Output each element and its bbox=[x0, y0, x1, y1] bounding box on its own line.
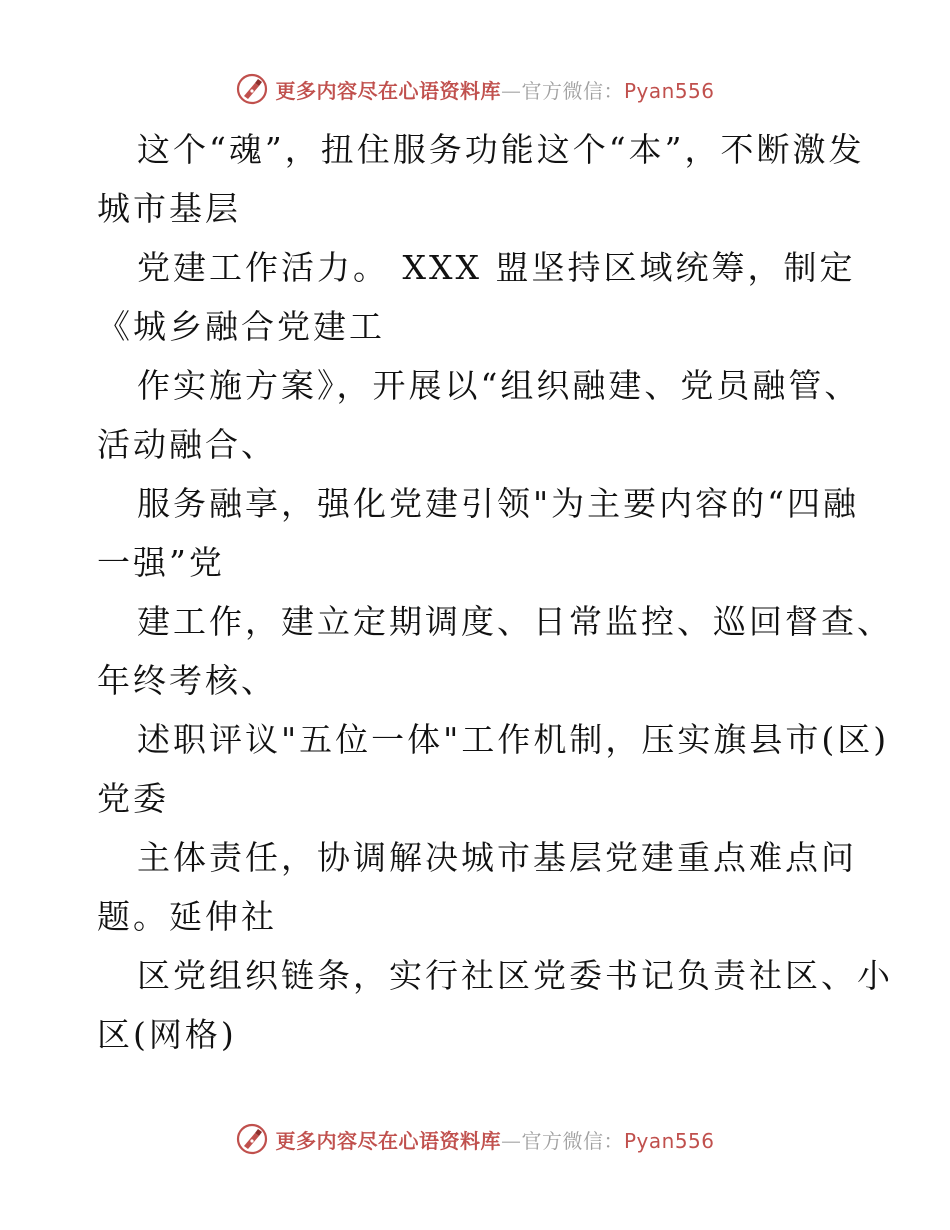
watermark-separator: — bbox=[500, 78, 522, 103]
paragraph-line: 建工作，建立定期调度、日常监控、巡回督查、 bbox=[137, 602, 893, 641]
watermark-brand: 更多内容尽在心语资料库 bbox=[275, 78, 501, 103]
watermark-brand: 更多内容尽在心语资料库 bbox=[275, 1128, 501, 1153]
paragraph-line: 一强”党 bbox=[97, 543, 225, 582]
watermark-wechat-label: 官方微信： bbox=[521, 1128, 624, 1153]
paragraph-line: 党委 bbox=[97, 779, 169, 818]
watermark-text bbox=[275, 1125, 714, 1154]
paragraph-line: 区(网格) bbox=[97, 1015, 237, 1054]
watermark-wechat-id: Pyan556 bbox=[623, 78, 715, 103]
pen-nib-logo-icon bbox=[235, 1122, 269, 1156]
paragraph-line: 《城乡融合党建工 bbox=[97, 307, 385, 346]
paragraph-line: 城市基层 bbox=[97, 189, 241, 228]
paragraph-line: 主体责任，协调解决城市基层党建重点难点问 bbox=[137, 838, 857, 877]
footer-watermark bbox=[0, 1122, 950, 1156]
paragraph-line: 区党组织链条，实行社区党委书记负责社区、小 bbox=[137, 956, 893, 995]
watermark-text bbox=[275, 75, 714, 104]
paragraph-line: 这个“魂”，扭住服务功能这个“本”，不断激发 bbox=[137, 130, 865, 169]
pen-nib-logo-icon bbox=[235, 72, 269, 106]
paragraph-line: 服务融享，强化党建引领"为主要内容的“四融 bbox=[137, 484, 860, 523]
paragraph-line: 活动融合、 bbox=[97, 425, 277, 464]
paragraph-line: 述职评议"五位一体"工作机制，压实旗县市(区) bbox=[137, 720, 890, 759]
watermark-separator: — bbox=[500, 1128, 522, 1153]
document-body bbox=[97, 120, 893, 1064]
watermark-wechat-id: Pyan556 bbox=[623, 1128, 715, 1153]
watermark-wechat-label: 官方微信： bbox=[521, 78, 624, 103]
paragraph-line: 作实施方案》，开展以“组织融建、党员融管、 bbox=[137, 366, 861, 405]
paragraph-line: 年终考核、 bbox=[97, 661, 277, 700]
header-watermark bbox=[0, 72, 950, 106]
paragraph-line: 题。延伸社 bbox=[97, 897, 277, 936]
paragraph-line: 党建工作活力。 XXX 盟坚持区域统筹，制定 bbox=[137, 248, 856, 287]
